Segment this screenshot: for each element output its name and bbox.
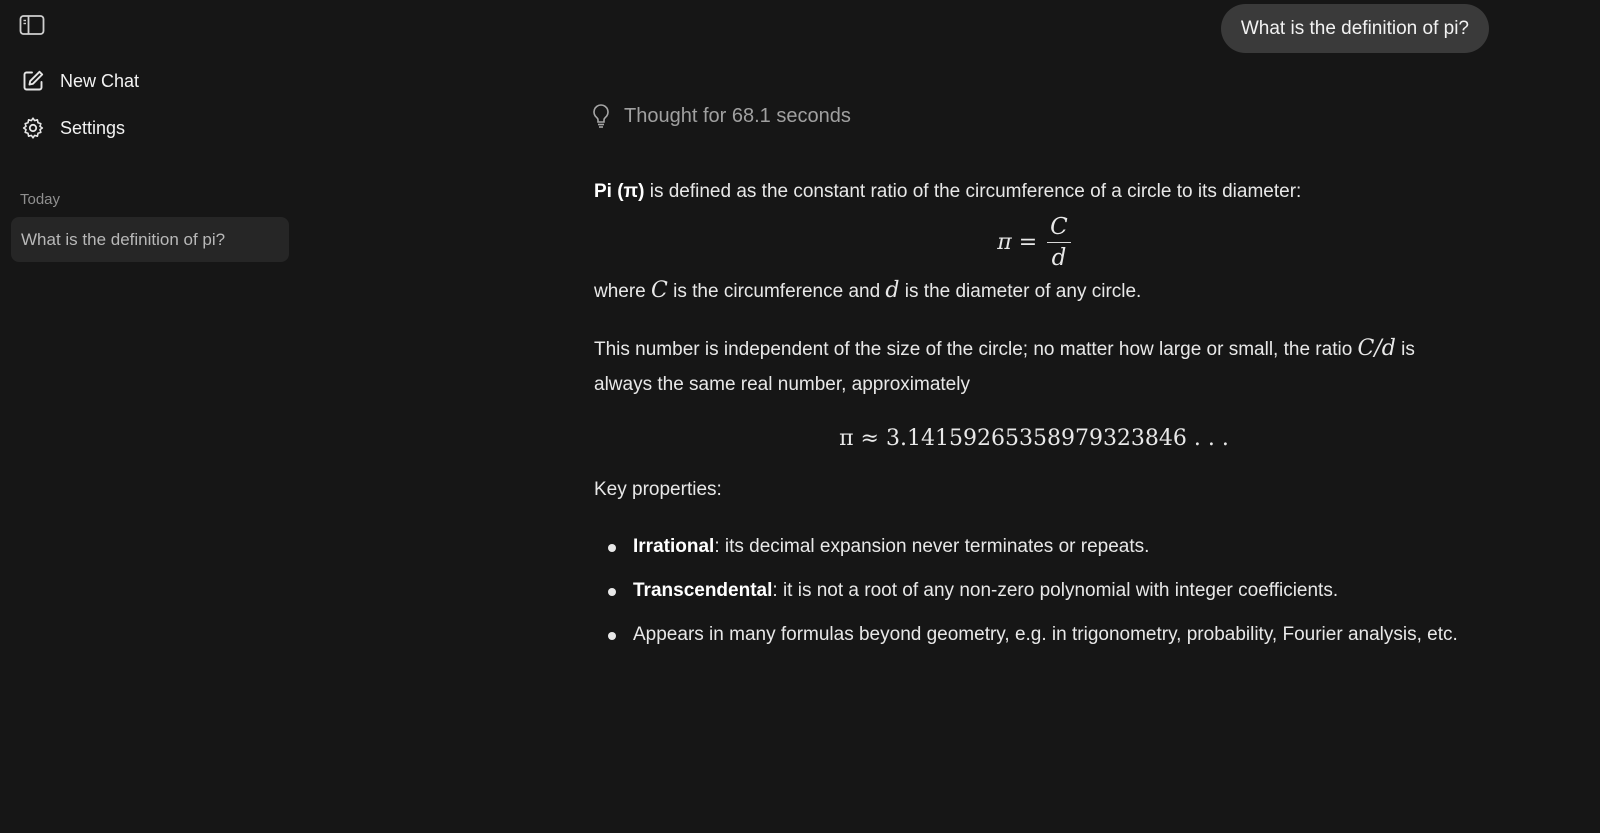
- para2-text-a: This number is independent of the size of the circle; no matter how large or small, the ratio: [594, 339, 1358, 360]
- property-bold: Transcendental: [633, 580, 773, 601]
- answer-where: [594, 273, 1474, 309]
- intro-text: is defined as the constant ratio of the circumference of a circle to its diameter:: [644, 181, 1302, 202]
- property-text: : it is not a root of any non-zero polynomial with integer coefficients.: [772, 580, 1339, 601]
- equation-pi-ratio: [594, 211, 1474, 273]
- eq1-fraction: [1047, 213, 1071, 272]
- para2-math: C/d: [1357, 336, 1396, 361]
- eq1-lhs: π =: [997, 229, 1038, 255]
- property-bold: Irrational: [633, 536, 715, 557]
- thought-label: Thought for 68.1 seconds: [624, 104, 851, 127]
- gear-icon: [20, 115, 46, 141]
- properties-list: [594, 529, 1474, 652]
- para2-text-b: is always the same real number, approximately: [594, 339, 1415, 395]
- eq1-numerator: C: [1050, 213, 1068, 240]
- chat-main: [300, 0, 1600, 833]
- sidebar: [0, 0, 300, 833]
- eq2-text: π ≈ 3.14159265358979323846 . . .: [839, 425, 1229, 451]
- key-properties-heading: Key properties:: [594, 479, 722, 500]
- history-item[interactable]: What is the definition of pi?: [11, 217, 289, 262]
- new-chat-label: New Chat: [60, 70, 140, 91]
- assistant-answer: [594, 174, 1474, 661]
- where-text-1: where: [594, 281, 652, 302]
- list-item: [594, 529, 1474, 564]
- settings-button[interactable]: [20, 111, 280, 145]
- sidebar-toggle-button[interactable]: [19, 14, 45, 36]
- fraction-bar: [1047, 242, 1071, 243]
- new-chat-icon: [20, 68, 46, 94]
- property-text: Appears in many formulas beyond geometry, e.g. in trigonometry, probability, Fourier analysis, etc.: [633, 624, 1458, 645]
- user-message-bubble: What is the definition of pi?: [1221, 4, 1489, 53]
- list-item: [594, 573, 1474, 608]
- new-chat-button[interactable]: [20, 64, 280, 98]
- where-math-d: d: [885, 278, 900, 303]
- history-section-label: Today: [20, 191, 61, 208]
- intro-bold: Pi (π): [594, 181, 645, 202]
- answer-paragraph-2: [594, 331, 1474, 402]
- settings-label: Settings: [60, 117, 126, 138]
- lightbulb-icon: [592, 103, 610, 129]
- where-text-3: is the diameter of any circle.: [899, 281, 1142, 302]
- thought-toggle[interactable]: [592, 103, 851, 129]
- equation-pi-approx: [594, 418, 1474, 458]
- eq1-denominator: d: [1051, 244, 1067, 271]
- property-text: : its decimal expansion never terminates or repeats.: [714, 536, 1150, 557]
- where-text-2: is the circumference and: [667, 281, 886, 302]
- list-item: [594, 617, 1474, 652]
- answer-intro: [594, 174, 1474, 209]
- sidebar-toggle-icon[interactable]: [19, 14, 45, 36]
- where-math-C: C: [651, 278, 668, 303]
